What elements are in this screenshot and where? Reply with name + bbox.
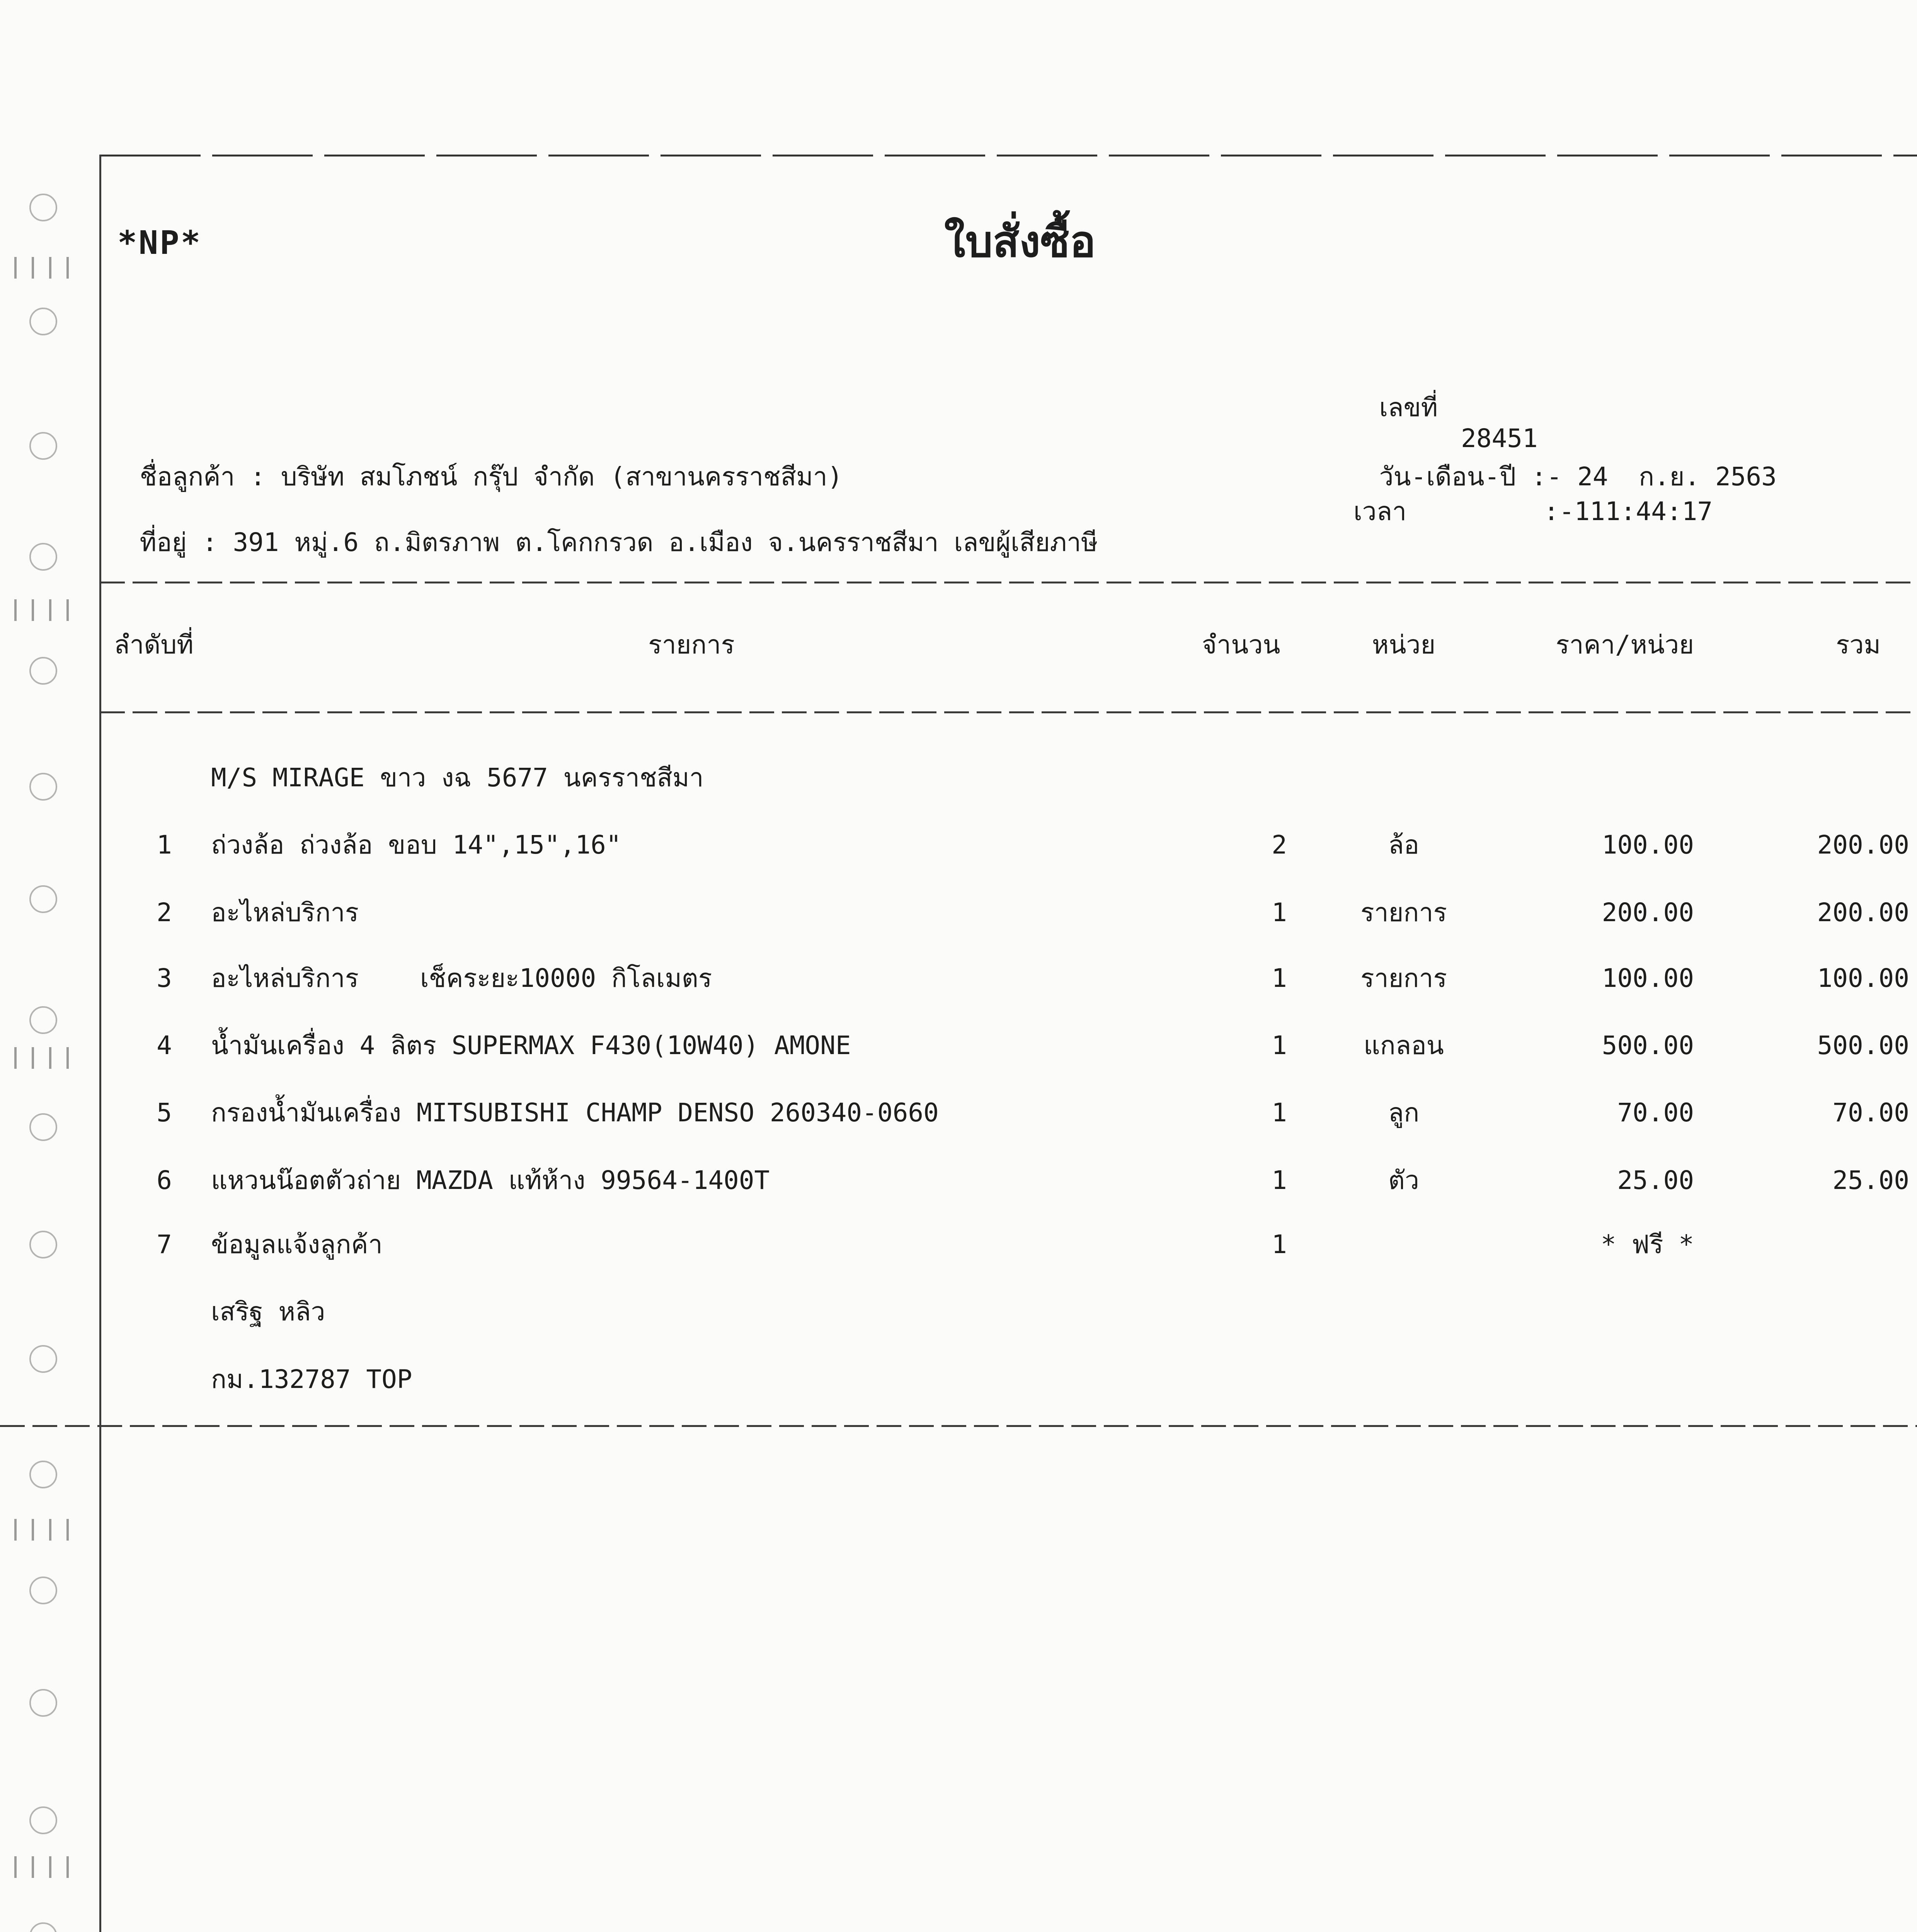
row-number: 1 xyxy=(157,830,172,860)
frame-top-line xyxy=(100,155,1917,156)
binder-hole xyxy=(30,1807,56,1833)
row-description: แหวนน๊อตตัวถ่าย MAZDA แท้ห้าง 99564-1400T xyxy=(211,1165,770,1195)
row-number: 4 xyxy=(157,1031,172,1060)
row-number: 6 xyxy=(157,1165,172,1195)
row-qty: 1 xyxy=(1272,1031,1287,1060)
row-description: ถ่วงล้อ ถ่วงล้อ ขอบ 14",15",16" xyxy=(211,830,621,860)
binder-hole xyxy=(30,774,56,800)
row-total: 500.00 xyxy=(1817,1031,1909,1060)
row-number: 7 xyxy=(157,1230,172,1259)
mileage-note: กม.132787 TOP xyxy=(211,1364,412,1394)
address-line xyxy=(109,496,1098,558)
perforation-mark xyxy=(15,1519,68,1541)
row-unit: ตัว xyxy=(1388,1165,1419,1195)
document-number-value: 28451 xyxy=(1461,423,1538,453)
document-code: *NP* xyxy=(117,224,202,262)
row-description: กรองน้ำมันเครื่อง MITSUBISHI CHAMP DENSO 260340-0660 xyxy=(211,1098,939,1128)
row-qty: 1 xyxy=(1272,963,1287,993)
table-row xyxy=(0,1165,1917,1196)
row-number: 3 xyxy=(157,963,172,993)
table-row xyxy=(0,1097,1917,1128)
binder-hole xyxy=(30,658,56,684)
row-description: อะไหล่บริการ เช็คระยะ10000 กิโลเมตร xyxy=(211,963,712,993)
address-label: ที่อยู่ : xyxy=(140,527,218,557)
header-divider xyxy=(100,582,1917,583)
items-end-divider xyxy=(0,1425,1917,1427)
row-qty: 1 xyxy=(1272,898,1287,927)
row-unit: ลูก xyxy=(1388,1098,1420,1128)
row-description: อะไหล่บริการ xyxy=(211,898,359,927)
row-total: 70.00 xyxy=(1832,1098,1909,1128)
customer-name-line xyxy=(109,430,843,492)
binder-hole xyxy=(30,1007,56,1033)
date-label: วัน-เดือน-ปี :- xyxy=(1379,462,1562,492)
binder-hole xyxy=(30,308,56,335)
customer-name-label: ชื่อลูกค้า : xyxy=(140,462,266,492)
binder-hole xyxy=(30,1461,56,1488)
table-row xyxy=(0,963,1917,994)
row-qty: 1 xyxy=(1272,1098,1287,1128)
row-price: 200.00 xyxy=(1602,898,1694,927)
column-header-qty: จำนวน xyxy=(1202,630,1280,660)
time-label: เวลา xyxy=(1353,497,1407,526)
binder-hole xyxy=(30,1577,56,1604)
column-header-divider xyxy=(100,711,1917,713)
row-unit: รายการ xyxy=(1360,963,1447,993)
column-header-total: รวม xyxy=(1835,630,1881,660)
row-unit: ล้อ xyxy=(1388,830,1420,860)
tax-id-label: เลขผู้เสียภาษี xyxy=(954,527,1098,557)
binder-hole xyxy=(30,194,56,221)
address-value: 391 หมู่.6 ถ.มิตรภาพ ต.โคกกรวด อ.เมือง จ.นครราชสีมา xyxy=(233,527,939,557)
vehicle-info: M/S MIRAGE ขาว งฉ 5677 นครราชสีมา xyxy=(211,763,704,793)
row-price: * ฟรี * xyxy=(1600,1230,1694,1259)
row-qty: 2 xyxy=(1272,830,1287,860)
date-value: 24 ก.ย. 2563 xyxy=(1577,462,1777,492)
perforation-mark xyxy=(15,1856,68,1878)
column-header-unit: หน่วย xyxy=(1372,630,1436,660)
row-number: 2 xyxy=(157,898,172,927)
table-row xyxy=(0,1030,1917,1061)
column-header-no: ลำดับที่ xyxy=(114,630,194,660)
row-number: 5 xyxy=(157,1098,172,1128)
time-value: :-111:44:17 xyxy=(1544,497,1713,526)
row-description: น้ำมันเครื่อง 4 ลิตร SUPERMAX F430(10W40) AMONE xyxy=(211,1031,851,1060)
row-price: 70.00 xyxy=(1617,1098,1694,1128)
column-header-price: ราคา/หน่วย xyxy=(1556,630,1694,660)
row-price: 25.00 xyxy=(1617,1165,1694,1195)
perforation-mark xyxy=(15,257,68,279)
row-total: 25.00 xyxy=(1832,1165,1909,1195)
binder-hole xyxy=(30,1346,56,1372)
perforation-mark xyxy=(15,599,68,621)
row-price: 100.00 xyxy=(1602,830,1694,860)
row-description: ข้อมูลแจ้งลูกค้า xyxy=(211,1230,383,1259)
customer-note: เสริฐ หลิว xyxy=(211,1297,325,1327)
row-price: 100.00 xyxy=(1602,963,1694,993)
column-header-description: รายการ xyxy=(648,630,735,660)
table-row xyxy=(0,1229,1917,1260)
binder-hole xyxy=(30,1923,56,1932)
row-unit: รายการ xyxy=(1360,898,1447,927)
row-total: 200.00 xyxy=(1817,830,1909,860)
document-title: ใบสั่งซื้อ xyxy=(944,216,1096,267)
binder-hole xyxy=(30,433,56,459)
document-number-label: เลขที่ xyxy=(1379,393,1438,422)
row-unit: แกลอน xyxy=(1364,1031,1444,1060)
row-qty: 1 xyxy=(1272,1165,1287,1195)
row-total: 100.00 xyxy=(1817,963,1909,993)
table-row xyxy=(0,897,1917,928)
row-qty: 1 xyxy=(1272,1230,1287,1259)
binder-hole xyxy=(30,544,56,570)
customer-name: บริษัท สมโภชน์ กรุ๊ป จำกัด (สาขานครราชสีมา) xyxy=(281,462,843,492)
row-price: 500.00 xyxy=(1602,1031,1694,1060)
date-line xyxy=(1348,430,1777,492)
table-row xyxy=(0,830,1917,861)
row-total: 200.00 xyxy=(1817,898,1909,927)
binder-hole xyxy=(30,1690,56,1716)
